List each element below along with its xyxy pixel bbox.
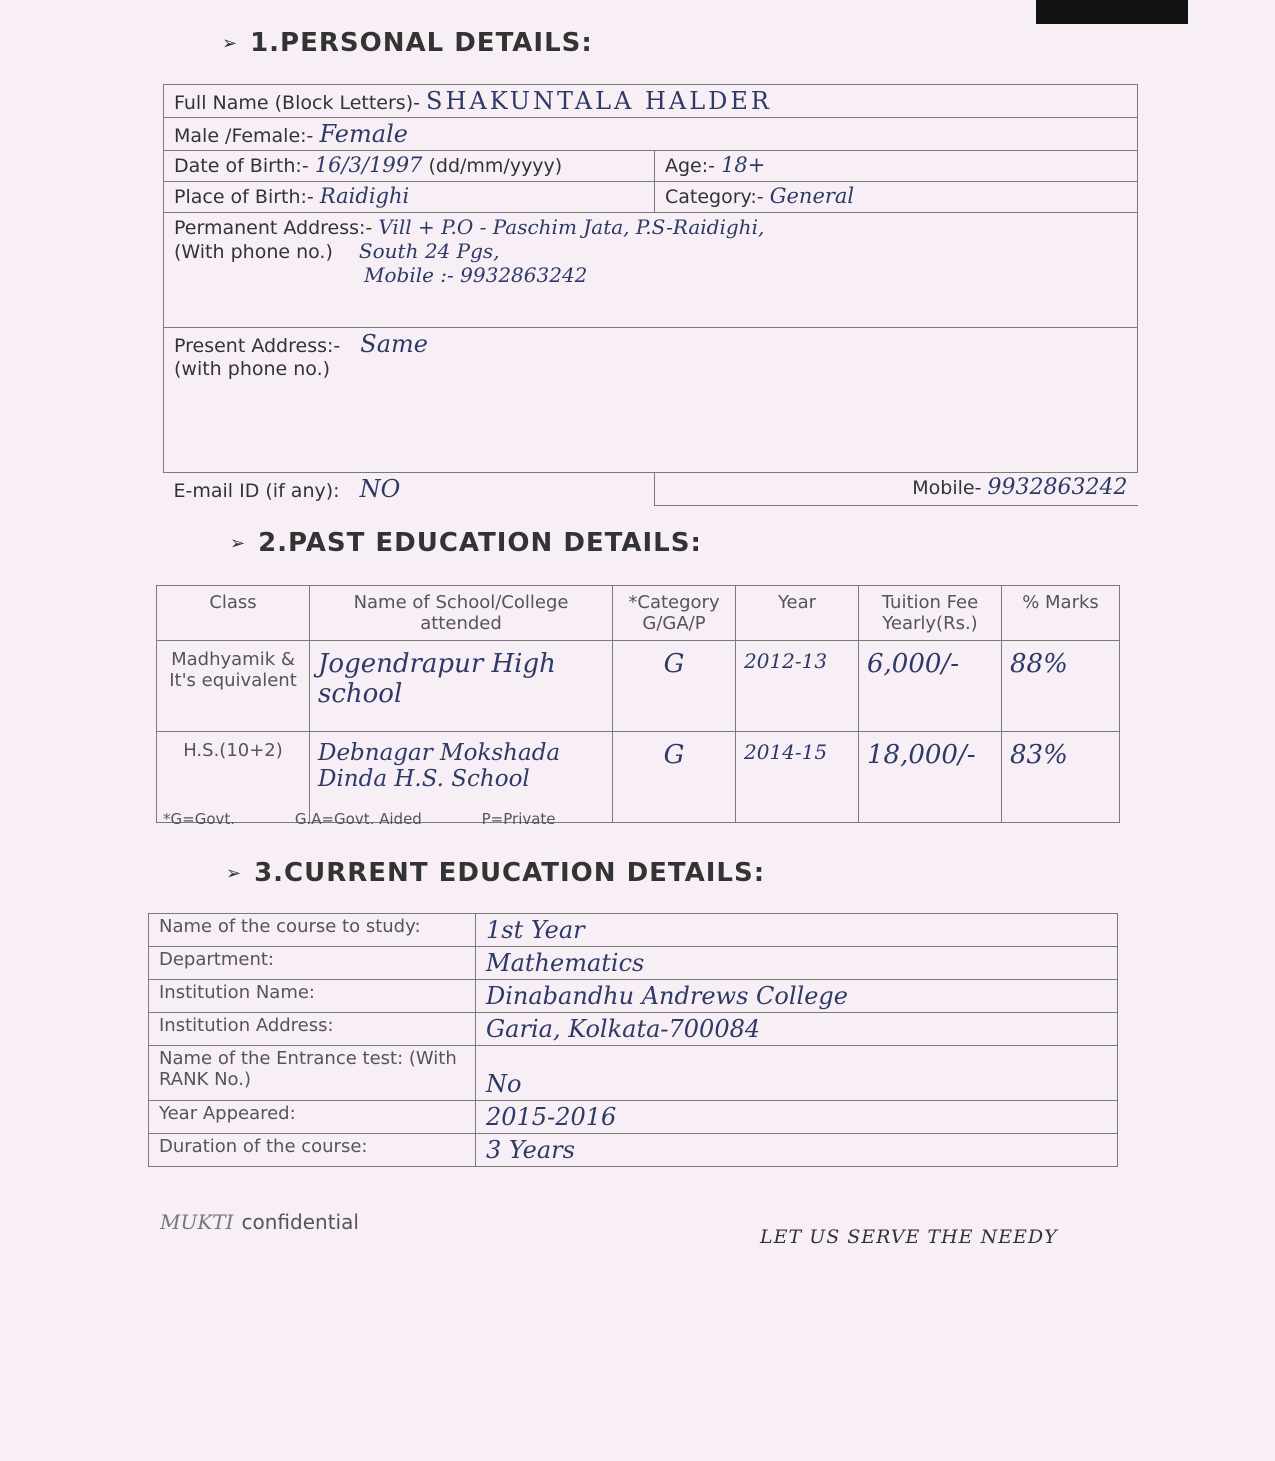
dob-cell: Date of Birth:- 16/3/1997 (dd/mm/yyyy) [164,151,655,182]
dob-value: 16/3/1997 [314,153,423,177]
full-name-value: SHAKUNTALA HALDER [426,87,772,115]
table-row: Madhyamik & It's equivalent Jogendrapur High school G 2012-13 6,000/- 88% [157,641,1120,732]
pob-cell: Place of Birth:- Raidighi [164,182,655,213]
present-address-value: Same [360,330,429,358]
table-row [164,151,1138,182]
pob-value: Raidighi [319,184,410,208]
table-row: Duration of the course: 3 Years [149,1134,1118,1167]
age-cell: Age:- 18+ [655,151,1138,182]
footer-motto: LET US SERVE THE NEEDY [760,1226,1058,1248]
table-row: Department: Mathematics [149,947,1118,980]
table-row [164,118,1138,151]
email-cell: E-mail ID (if any): NO [173,475,401,503]
permanent-address-cell: Permanent Address:- Vill + P.O - Paschim Jata, P.S-Raidighi, (With phone no.) South 24 Pgs, Mobile :- 9932863242 [164,213,1138,328]
email-value: NO [359,475,401,503]
table-row: Institution Address: Garia, Kolkata-700084 [149,1013,1118,1046]
section-past-title: ➢ 2.PAST EDUCATION DETAILS: [230,528,702,558]
table-header-row [157,586,1120,641]
table-row: Year Appeared: 2015-2016 [149,1101,1118,1134]
table-row [164,182,1138,213]
gender-cell: Male /Female:- Female [164,118,1138,151]
full-name-cell: Full Name (Block Letters)- SHAKUNTALA HALDER [164,85,1138,118]
category-cell: Category:- General [655,182,1138,213]
permanent-address-line2: South 24 Pgs, [358,239,500,263]
table-row: Institution Name: Dinabandhu Andrews College [149,980,1118,1013]
category-legend: *G=Govt. G.A=Govt. Aided P=Private [163,810,556,828]
header-category: *Category G/GA/P [613,586,736,641]
table-row: Name of the course to study: 1st Year [149,914,1118,947]
personal-details-table [163,84,1138,506]
mobile-cell: Mobile- 9932863242 [655,473,1138,506]
table-row [164,473,1138,506]
table-row: H.S.(10+2) Debnagar Mokshada Dinda H.S. School G 2014-15 18,000/- 83% [157,732,1120,823]
table-row [164,213,1138,328]
mukti-brand: MUKTI [160,1210,234,1234]
header-tuition: Tuition Fee Yearly(Rs.) [859,586,1002,641]
header-class: Class [157,586,310,641]
category-value: General [769,184,855,208]
section-current-title: ➢ 3.CURRENT EDUCATION DETAILS: [226,858,766,888]
permanent-address-line1: Vill + P.O - Paschim Jata, P.S-Raidighi, [378,215,765,239]
past-education-table [156,585,1120,823]
header-year: Year [736,586,859,641]
section-personal-title: ➢ 1.PERSONAL DETAILS: [222,28,593,58]
footer-confidential: MUKTI confidential [160,1210,359,1234]
mobile-value: 9932863242 [987,475,1128,500]
permanent-address-line3: Mobile :- 9932863242 [364,263,588,287]
age-value: 18+ [721,153,766,177]
arrow-bullet-icon: ➢ [222,33,239,54]
header-school: Name of School/College attended [310,586,613,641]
arrow-bullet-icon: ➢ [226,863,243,884]
gender-value: Female [319,120,408,148]
header-marks: % Marks [1002,586,1120,641]
table-row [164,85,1138,118]
table-row [164,328,1138,473]
current-education-table [148,913,1118,1167]
present-address-cell: Present Address:- Same (with phone no.) [164,328,1138,473]
corner-mark [1036,0,1188,24]
table-row: Name of the Entrance test: (With RANK No.) No [149,1046,1118,1101]
arrow-bullet-icon: ➢ [230,533,247,554]
